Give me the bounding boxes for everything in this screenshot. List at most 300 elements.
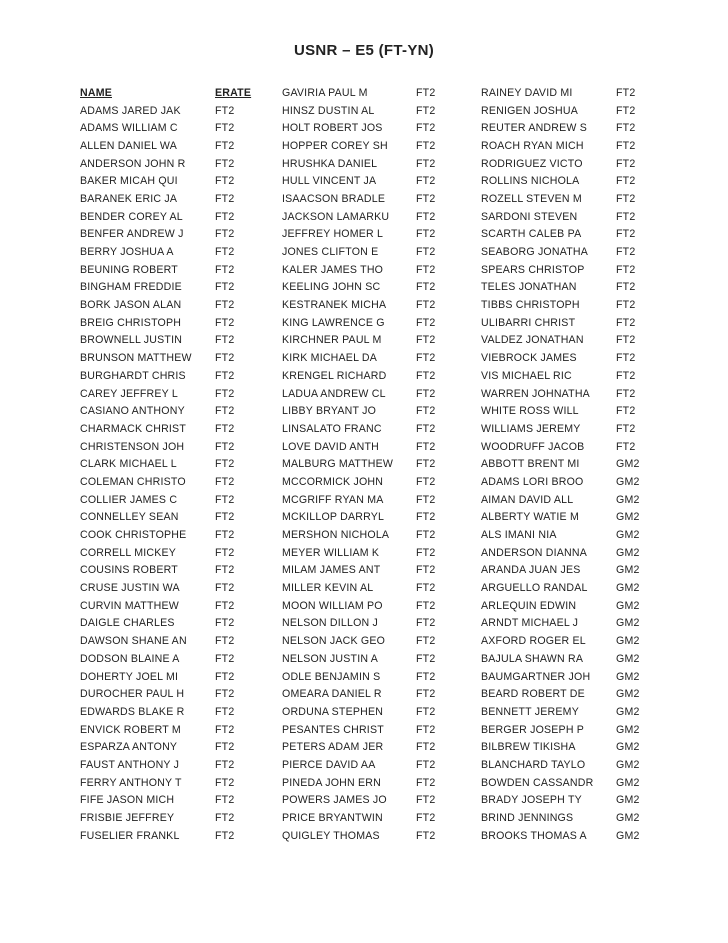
roster-row bbox=[80, 526, 255, 544]
member-rate: GM2 bbox=[616, 529, 640, 542]
member-rate: FT2 bbox=[215, 210, 235, 223]
member-name: BENNETT JEREMY bbox=[481, 705, 579, 718]
roster-row bbox=[80, 809, 255, 827]
member-rate: FT2 bbox=[416, 263, 436, 276]
roster-row bbox=[481, 473, 656, 491]
member-rate: FT2 bbox=[215, 511, 235, 524]
roster-row bbox=[481, 455, 656, 473]
roster-row bbox=[282, 102, 456, 120]
roster-row bbox=[282, 119, 456, 137]
roster-row bbox=[80, 208, 255, 226]
roster-row bbox=[80, 615, 255, 633]
member-rate: FT2 bbox=[416, 104, 436, 117]
member-rate: GM2 bbox=[616, 794, 640, 807]
member-rate: FT2 bbox=[416, 387, 436, 400]
member-rate: FT2 bbox=[416, 299, 436, 312]
member-name: KIRCHNER PAUL M bbox=[282, 334, 382, 347]
member-name: KING LAWRENCE G bbox=[282, 316, 385, 329]
roster-row bbox=[282, 420, 456, 438]
member-name: WARREN JOHNATHA bbox=[481, 387, 590, 400]
member-name: COLLIER JAMES C bbox=[80, 493, 178, 506]
roster-row bbox=[80, 243, 255, 261]
member-rate: FT2 bbox=[215, 546, 235, 559]
member-name: KEELING JOHN SC bbox=[282, 281, 381, 294]
roster-row bbox=[80, 190, 255, 208]
member-name: CAREY JEFFREY L bbox=[80, 387, 178, 400]
member-rate: FT2 bbox=[215, 599, 235, 612]
member-name: NELSON DILLON J bbox=[282, 617, 379, 630]
member-rate: FT2 bbox=[215, 617, 235, 630]
page-title: USNR – E5 (FT-YN) bbox=[293, 42, 435, 59]
member-name: BROWNELL JUSTIN bbox=[80, 334, 183, 347]
roster-row bbox=[282, 172, 456, 190]
roster-row bbox=[80, 703, 255, 721]
roster-row bbox=[481, 615, 656, 633]
member-name: JONES CLIFTON E bbox=[282, 246, 379, 259]
member-rate: FT2 bbox=[416, 635, 436, 648]
roster-column-3 bbox=[481, 84, 656, 845]
member-rate: FT2 bbox=[215, 246, 235, 259]
roster-row bbox=[481, 84, 656, 102]
member-name: HOPPER COREY SH bbox=[282, 139, 388, 152]
member-name: ADAMS WILLIAM C bbox=[80, 122, 178, 135]
roster-row bbox=[481, 243, 656, 261]
member-name: WHITE ROSS WILL bbox=[481, 405, 579, 418]
roster-row bbox=[282, 756, 456, 774]
roster-row bbox=[80, 756, 255, 774]
member-rate: FT2 bbox=[616, 157, 636, 170]
member-name: BRADY JOSEPH TY bbox=[481, 794, 582, 807]
member-name: HINSZ DUSTIN AL bbox=[282, 104, 375, 117]
member-name: MCCORMICK JOHN bbox=[282, 475, 384, 488]
member-name: CASIANO ANTHONY bbox=[80, 405, 185, 418]
member-rate: FT2 bbox=[215, 776, 235, 789]
roster-row bbox=[282, 208, 456, 226]
member-rate: GM2 bbox=[616, 829, 640, 842]
member-name: KESTRANEK MICHA bbox=[282, 299, 387, 312]
member-rate: FT2 bbox=[616, 405, 636, 418]
member-name: CLARK MICHAEL L bbox=[80, 458, 177, 471]
roster-row bbox=[80, 597, 255, 615]
member-name: SARDONI STEVEN bbox=[481, 210, 578, 223]
member-rate: FT2 bbox=[416, 210, 436, 223]
member-rate: FT2 bbox=[616, 139, 636, 152]
roster-row bbox=[80, 279, 255, 297]
member-name: CORRELL MICKEY bbox=[80, 546, 177, 559]
roster-row bbox=[481, 632, 656, 650]
member-name: COOK CHRISTOPHE bbox=[80, 529, 187, 542]
member-rate: FT2 bbox=[416, 122, 436, 135]
member-name: HRUSHKA DANIEL bbox=[282, 157, 378, 170]
roster-row bbox=[481, 509, 656, 527]
member-rate: FT2 bbox=[215, 104, 235, 117]
member-rate: FT2 bbox=[215, 705, 235, 718]
member-name: RENIGEN JOSHUA bbox=[481, 104, 578, 117]
roster-row bbox=[80, 579, 255, 597]
member-rate: FT2 bbox=[416, 334, 436, 347]
roster-row bbox=[481, 738, 656, 756]
member-name: OMEARA DANIEL R bbox=[282, 688, 382, 701]
member-rate: FT2 bbox=[416, 316, 436, 329]
roster-row bbox=[282, 261, 456, 279]
member-name: PESANTES CHRIST bbox=[282, 723, 384, 736]
roster-row bbox=[80, 172, 255, 190]
member-name: WILLIAMS JEREMY bbox=[481, 422, 581, 435]
member-name: ABBOTT BRENT MI bbox=[481, 458, 580, 471]
roster-row bbox=[80, 668, 255, 686]
member-rate: FT2 bbox=[416, 776, 436, 789]
member-name: MOON WILLIAM PO bbox=[282, 599, 383, 612]
roster-row bbox=[282, 243, 456, 261]
member-name: EDWARDS BLAKE R bbox=[80, 705, 185, 718]
member-rate: FT2 bbox=[616, 281, 636, 294]
member-name: VIS MICHAEL RIC bbox=[481, 369, 572, 382]
member-rate: FT2 bbox=[416, 458, 436, 471]
roster-row bbox=[282, 402, 456, 420]
roster-row bbox=[481, 438, 656, 456]
roster-row bbox=[80, 155, 255, 173]
member-name: ALBERTY WATIE M bbox=[481, 511, 579, 524]
member-rate: FT2 bbox=[215, 652, 235, 665]
member-rate: FT2 bbox=[416, 157, 436, 170]
roster-row bbox=[80, 473, 255, 491]
roster-row bbox=[80, 827, 255, 845]
member-rate: FT2 bbox=[215, 263, 235, 276]
member-name: MALBURG MATTHEW bbox=[282, 458, 394, 471]
roster-row bbox=[80, 650, 255, 668]
roster-row bbox=[481, 332, 656, 350]
member-name: FAUST ANTHONY J bbox=[80, 758, 180, 771]
member-name: COLEMAN CHRISTO bbox=[80, 475, 186, 488]
member-name: QUIGLEY THOMAS bbox=[282, 829, 380, 842]
member-name: PIERCE DAVID AA bbox=[282, 758, 376, 771]
member-name: POWERS JAMES JO bbox=[282, 794, 387, 807]
member-rate: FT2 bbox=[215, 741, 235, 754]
member-name: ENVICK ROBERT M bbox=[80, 723, 181, 736]
member-rate: FT2 bbox=[215, 352, 235, 365]
member-name: BARANEK ERIC JA bbox=[80, 192, 178, 205]
member-rate: FT2 bbox=[416, 758, 436, 771]
member-name: CRUSE JUSTIN WA bbox=[80, 582, 180, 595]
roster-row bbox=[282, 296, 456, 314]
roster-row bbox=[282, 190, 456, 208]
roster-row bbox=[80, 385, 255, 403]
roster-row bbox=[80, 137, 255, 155]
member-rate: FT2 bbox=[416, 86, 436, 99]
roster-row bbox=[282, 579, 456, 597]
member-rate: FT2 bbox=[416, 812, 436, 825]
member-rate: FT2 bbox=[416, 369, 436, 382]
member-rate: GM2 bbox=[616, 741, 640, 754]
member-rate: GM2 bbox=[616, 617, 640, 630]
roster-row bbox=[80, 261, 255, 279]
member-rate: FT2 bbox=[416, 529, 436, 542]
member-name: BAUMGARTNER JOH bbox=[481, 670, 591, 683]
member-rate: FT2 bbox=[215, 422, 235, 435]
member-rate: FT2 bbox=[616, 122, 636, 135]
roster-row bbox=[80, 509, 255, 527]
member-name: ROLLINS NICHOLA bbox=[481, 175, 580, 188]
roster-row bbox=[481, 526, 656, 544]
member-rate: FT2 bbox=[416, 405, 436, 418]
member-name: ARANDA JUAN JES bbox=[481, 564, 581, 577]
member-name: ARLEQUIN EDWIN bbox=[481, 599, 577, 612]
member-name: VIEBROCK JAMES bbox=[481, 352, 577, 365]
roster-row bbox=[282, 332, 456, 350]
roster-row bbox=[481, 703, 656, 721]
member-name: RODRIGUEZ VICTO bbox=[481, 157, 583, 170]
member-rate: GM2 bbox=[616, 564, 640, 577]
roster-row bbox=[282, 738, 456, 756]
roster-row bbox=[80, 349, 255, 367]
roster-row bbox=[481, 420, 656, 438]
member-rate: FT2 bbox=[416, 475, 436, 488]
member-rate: FT2 bbox=[215, 493, 235, 506]
member-rate: FT2 bbox=[416, 422, 436, 435]
member-name: GAVIRIA PAUL M bbox=[282, 86, 368, 99]
member-name: MEYER WILLIAM K bbox=[282, 546, 380, 559]
roster-row bbox=[481, 314, 656, 332]
roster-row bbox=[282, 774, 456, 792]
member-rate: FT2 bbox=[416, 511, 436, 524]
member-rate: FT2 bbox=[616, 104, 636, 117]
member-rate: FT2 bbox=[416, 281, 436, 294]
roster-row bbox=[481, 155, 656, 173]
member-name: JEFFREY HOMER L bbox=[282, 228, 384, 241]
roster-row bbox=[80, 632, 255, 650]
member-name: ALS IMANI NIA bbox=[481, 529, 557, 542]
member-rate: FT2 bbox=[215, 139, 235, 152]
member-name: REUTER ANDREW S bbox=[481, 122, 588, 135]
rate-header: ERATE bbox=[215, 86, 252, 99]
member-rate: FT2 bbox=[215, 175, 235, 188]
member-name: BURGHARDT CHRIS bbox=[80, 369, 186, 382]
member-rate: FT2 bbox=[616, 228, 636, 241]
member-rate: FT2 bbox=[416, 139, 436, 152]
member-rate: FT2 bbox=[416, 794, 436, 807]
member-name: ORDUNA STEPHEN bbox=[282, 705, 384, 718]
roster-row bbox=[282, 809, 456, 827]
roster-row bbox=[80, 402, 255, 420]
roster-row bbox=[282, 279, 456, 297]
roster-row bbox=[481, 562, 656, 580]
roster-row bbox=[80, 455, 255, 473]
member-name: HOLT ROBERT JOS bbox=[282, 122, 383, 135]
member-name: ADAMS JARED JAK bbox=[80, 104, 181, 117]
member-name: LADUA ANDREW CL bbox=[282, 387, 386, 400]
member-name: WOODRUFF JACOB bbox=[481, 440, 585, 453]
member-rate: GM2 bbox=[616, 546, 640, 559]
member-rate: FT2 bbox=[416, 246, 436, 259]
member-name: ADAMS LORI BROO bbox=[481, 475, 584, 488]
roster-row bbox=[80, 738, 255, 756]
member-name: DAWSON SHANE AN bbox=[80, 635, 187, 648]
roster-row bbox=[282, 792, 456, 810]
roster-row bbox=[282, 544, 456, 562]
member-name: ALLEN DANIEL WA bbox=[80, 139, 177, 152]
member-name: FIFE JASON MICH bbox=[80, 794, 175, 807]
roster-row bbox=[80, 226, 255, 244]
member-rate: FT2 bbox=[215, 299, 235, 312]
member-rate: GM2 bbox=[616, 670, 640, 683]
member-name: DUROCHER PAUL H bbox=[80, 688, 185, 701]
member-rate: FT2 bbox=[215, 316, 235, 329]
member-rate: FT2 bbox=[416, 617, 436, 630]
roster-row bbox=[80, 792, 255, 810]
member-rate: GM2 bbox=[616, 705, 640, 718]
member-rate: FT2 bbox=[616, 192, 636, 205]
member-rate: GM2 bbox=[616, 511, 640, 524]
roster-row bbox=[481, 226, 656, 244]
member-rate: FT2 bbox=[616, 334, 636, 347]
member-rate: GM2 bbox=[616, 812, 640, 825]
member-name: ANDERSON DIANNA bbox=[481, 546, 588, 559]
roster-row bbox=[282, 314, 456, 332]
member-name: TIBBS CHRISTOPH bbox=[481, 299, 580, 312]
roster-row bbox=[80, 420, 255, 438]
roster-row bbox=[481, 385, 656, 403]
member-name: ANDERSON JOHN R bbox=[80, 157, 186, 170]
column-header-row bbox=[80, 84, 255, 102]
roster-row bbox=[282, 226, 456, 244]
member-rate: GM2 bbox=[616, 688, 640, 701]
roster-row bbox=[282, 84, 456, 102]
roster-row bbox=[282, 615, 456, 633]
member-name: SEABORG JONATHA bbox=[481, 246, 588, 259]
roster-row bbox=[80, 685, 255, 703]
member-name: BERGER JOSEPH P bbox=[481, 723, 585, 736]
roster-row bbox=[481, 597, 656, 615]
member-name: MILAM JAMES ANT bbox=[282, 564, 381, 577]
member-name: DAIGLE CHARLES bbox=[80, 617, 175, 630]
roster-row bbox=[282, 703, 456, 721]
member-rate: FT2 bbox=[416, 352, 436, 365]
member-name: ISAACSON BRADLE bbox=[282, 192, 386, 205]
roster-row bbox=[282, 367, 456, 385]
member-rate: FT2 bbox=[215, 440, 235, 453]
member-name: PRICE BRYANTWIN bbox=[282, 812, 383, 825]
member-rate: GM2 bbox=[616, 652, 640, 665]
roster-row bbox=[481, 544, 656, 562]
roster-row bbox=[282, 562, 456, 580]
roster-row bbox=[80, 314, 255, 332]
roster-row bbox=[282, 455, 456, 473]
member-rate: FT2 bbox=[215, 794, 235, 807]
roster-row bbox=[80, 562, 255, 580]
member-rate: FT2 bbox=[616, 387, 636, 400]
roster-row bbox=[481, 208, 656, 226]
member-rate: FT2 bbox=[215, 458, 235, 471]
roster-row bbox=[80, 332, 255, 350]
roster-row bbox=[80, 438, 255, 456]
member-name: MCKILLOP DARRYL bbox=[282, 511, 385, 524]
roster-row bbox=[481, 809, 656, 827]
member-rate: GM2 bbox=[616, 599, 640, 612]
member-name: BINGHAM FREDDIE bbox=[80, 281, 182, 294]
member-name: COUSINS ROBERT bbox=[80, 564, 178, 577]
member-rate: FT2 bbox=[215, 670, 235, 683]
roster-row bbox=[80, 296, 255, 314]
member-rate: FT2 bbox=[215, 582, 235, 595]
roster-row bbox=[282, 155, 456, 173]
roster-row bbox=[481, 792, 656, 810]
member-name: BRIND JENNINGS bbox=[481, 812, 574, 825]
roster-row bbox=[282, 685, 456, 703]
member-name: FUSELIER FRANKL bbox=[80, 829, 180, 842]
member-rate: FT2 bbox=[215, 334, 235, 347]
member-name: ULIBARRI CHRIST bbox=[481, 316, 576, 329]
roster-column-2 bbox=[282, 84, 456, 845]
member-name: BILBREW TIKISHA bbox=[481, 741, 576, 754]
member-name: NELSON JACK GEO bbox=[282, 635, 386, 648]
member-rate: FT2 bbox=[215, 369, 235, 382]
roster-row bbox=[282, 668, 456, 686]
roster-row bbox=[481, 402, 656, 420]
member-name: ARGUELLO RANDAL bbox=[481, 582, 588, 595]
member-rate: GM2 bbox=[616, 758, 640, 771]
roster-row bbox=[481, 685, 656, 703]
roster-row bbox=[282, 721, 456, 739]
member-rate: FT2 bbox=[215, 387, 235, 400]
roster-column-1 bbox=[80, 84, 255, 845]
member-name: DOHERTY JOEL MI bbox=[80, 670, 179, 683]
member-name: AIMAN DAVID ALL bbox=[481, 493, 574, 506]
member-rate: FT2 bbox=[416, 228, 436, 241]
roster-row bbox=[80, 102, 255, 120]
roster-row bbox=[282, 491, 456, 509]
member-name: AXFORD ROGER EL bbox=[481, 635, 586, 648]
roster-row bbox=[481, 579, 656, 597]
member-name: BERRY JOSHUA A bbox=[80, 246, 174, 259]
member-rate: FT2 bbox=[215, 635, 235, 648]
member-name: ESPARZA ANTONY bbox=[80, 741, 178, 754]
member-name: CHARMACK CHRIST bbox=[80, 422, 186, 435]
roster-row bbox=[282, 597, 456, 615]
member-rate: GM2 bbox=[616, 458, 640, 471]
member-rate: GM2 bbox=[616, 582, 640, 595]
roster-row bbox=[481, 190, 656, 208]
roster-row bbox=[481, 279, 656, 297]
member-name: FRISBIE JEFFREY bbox=[80, 812, 175, 825]
roster-row bbox=[481, 650, 656, 668]
roster-row bbox=[282, 526, 456, 544]
member-rate: GM2 bbox=[616, 635, 640, 648]
roster-row bbox=[481, 261, 656, 279]
member-rate: FT2 bbox=[416, 175, 436, 188]
member-name: KRENGEL RICHARD bbox=[282, 369, 387, 382]
member-name: BRUNSON MATTHEW bbox=[80, 352, 192, 365]
member-rate: FT2 bbox=[215, 758, 235, 771]
member-rate: FT2 bbox=[215, 564, 235, 577]
member-name: LIBBY BRYANT JO bbox=[282, 405, 377, 418]
member-name: SPEARS CHRISTOP bbox=[481, 263, 585, 276]
member-rate: FT2 bbox=[416, 741, 436, 754]
member-name: FERRY ANTHONY T bbox=[80, 776, 182, 789]
member-name: BLANCHARD TAYLO bbox=[481, 758, 586, 771]
member-name: BAKER MICAH QUI bbox=[80, 175, 178, 188]
member-name: PETERS ADAM JER bbox=[282, 741, 384, 754]
member-name: JACKSON LAMARKU bbox=[282, 210, 390, 223]
roster-row bbox=[80, 774, 255, 792]
member-name: NELSON JUSTIN A bbox=[282, 652, 379, 665]
member-rate: FT2 bbox=[215, 829, 235, 842]
member-name: BREIG CHRISTOPH bbox=[80, 316, 182, 329]
roster-row bbox=[282, 349, 456, 367]
member-name: BEARD ROBERT DE bbox=[481, 688, 585, 701]
roster-row bbox=[80, 721, 255, 739]
member-name: CHRISTENSON JOH bbox=[80, 440, 185, 453]
member-name: CONNELLEY SEAN bbox=[80, 511, 179, 524]
